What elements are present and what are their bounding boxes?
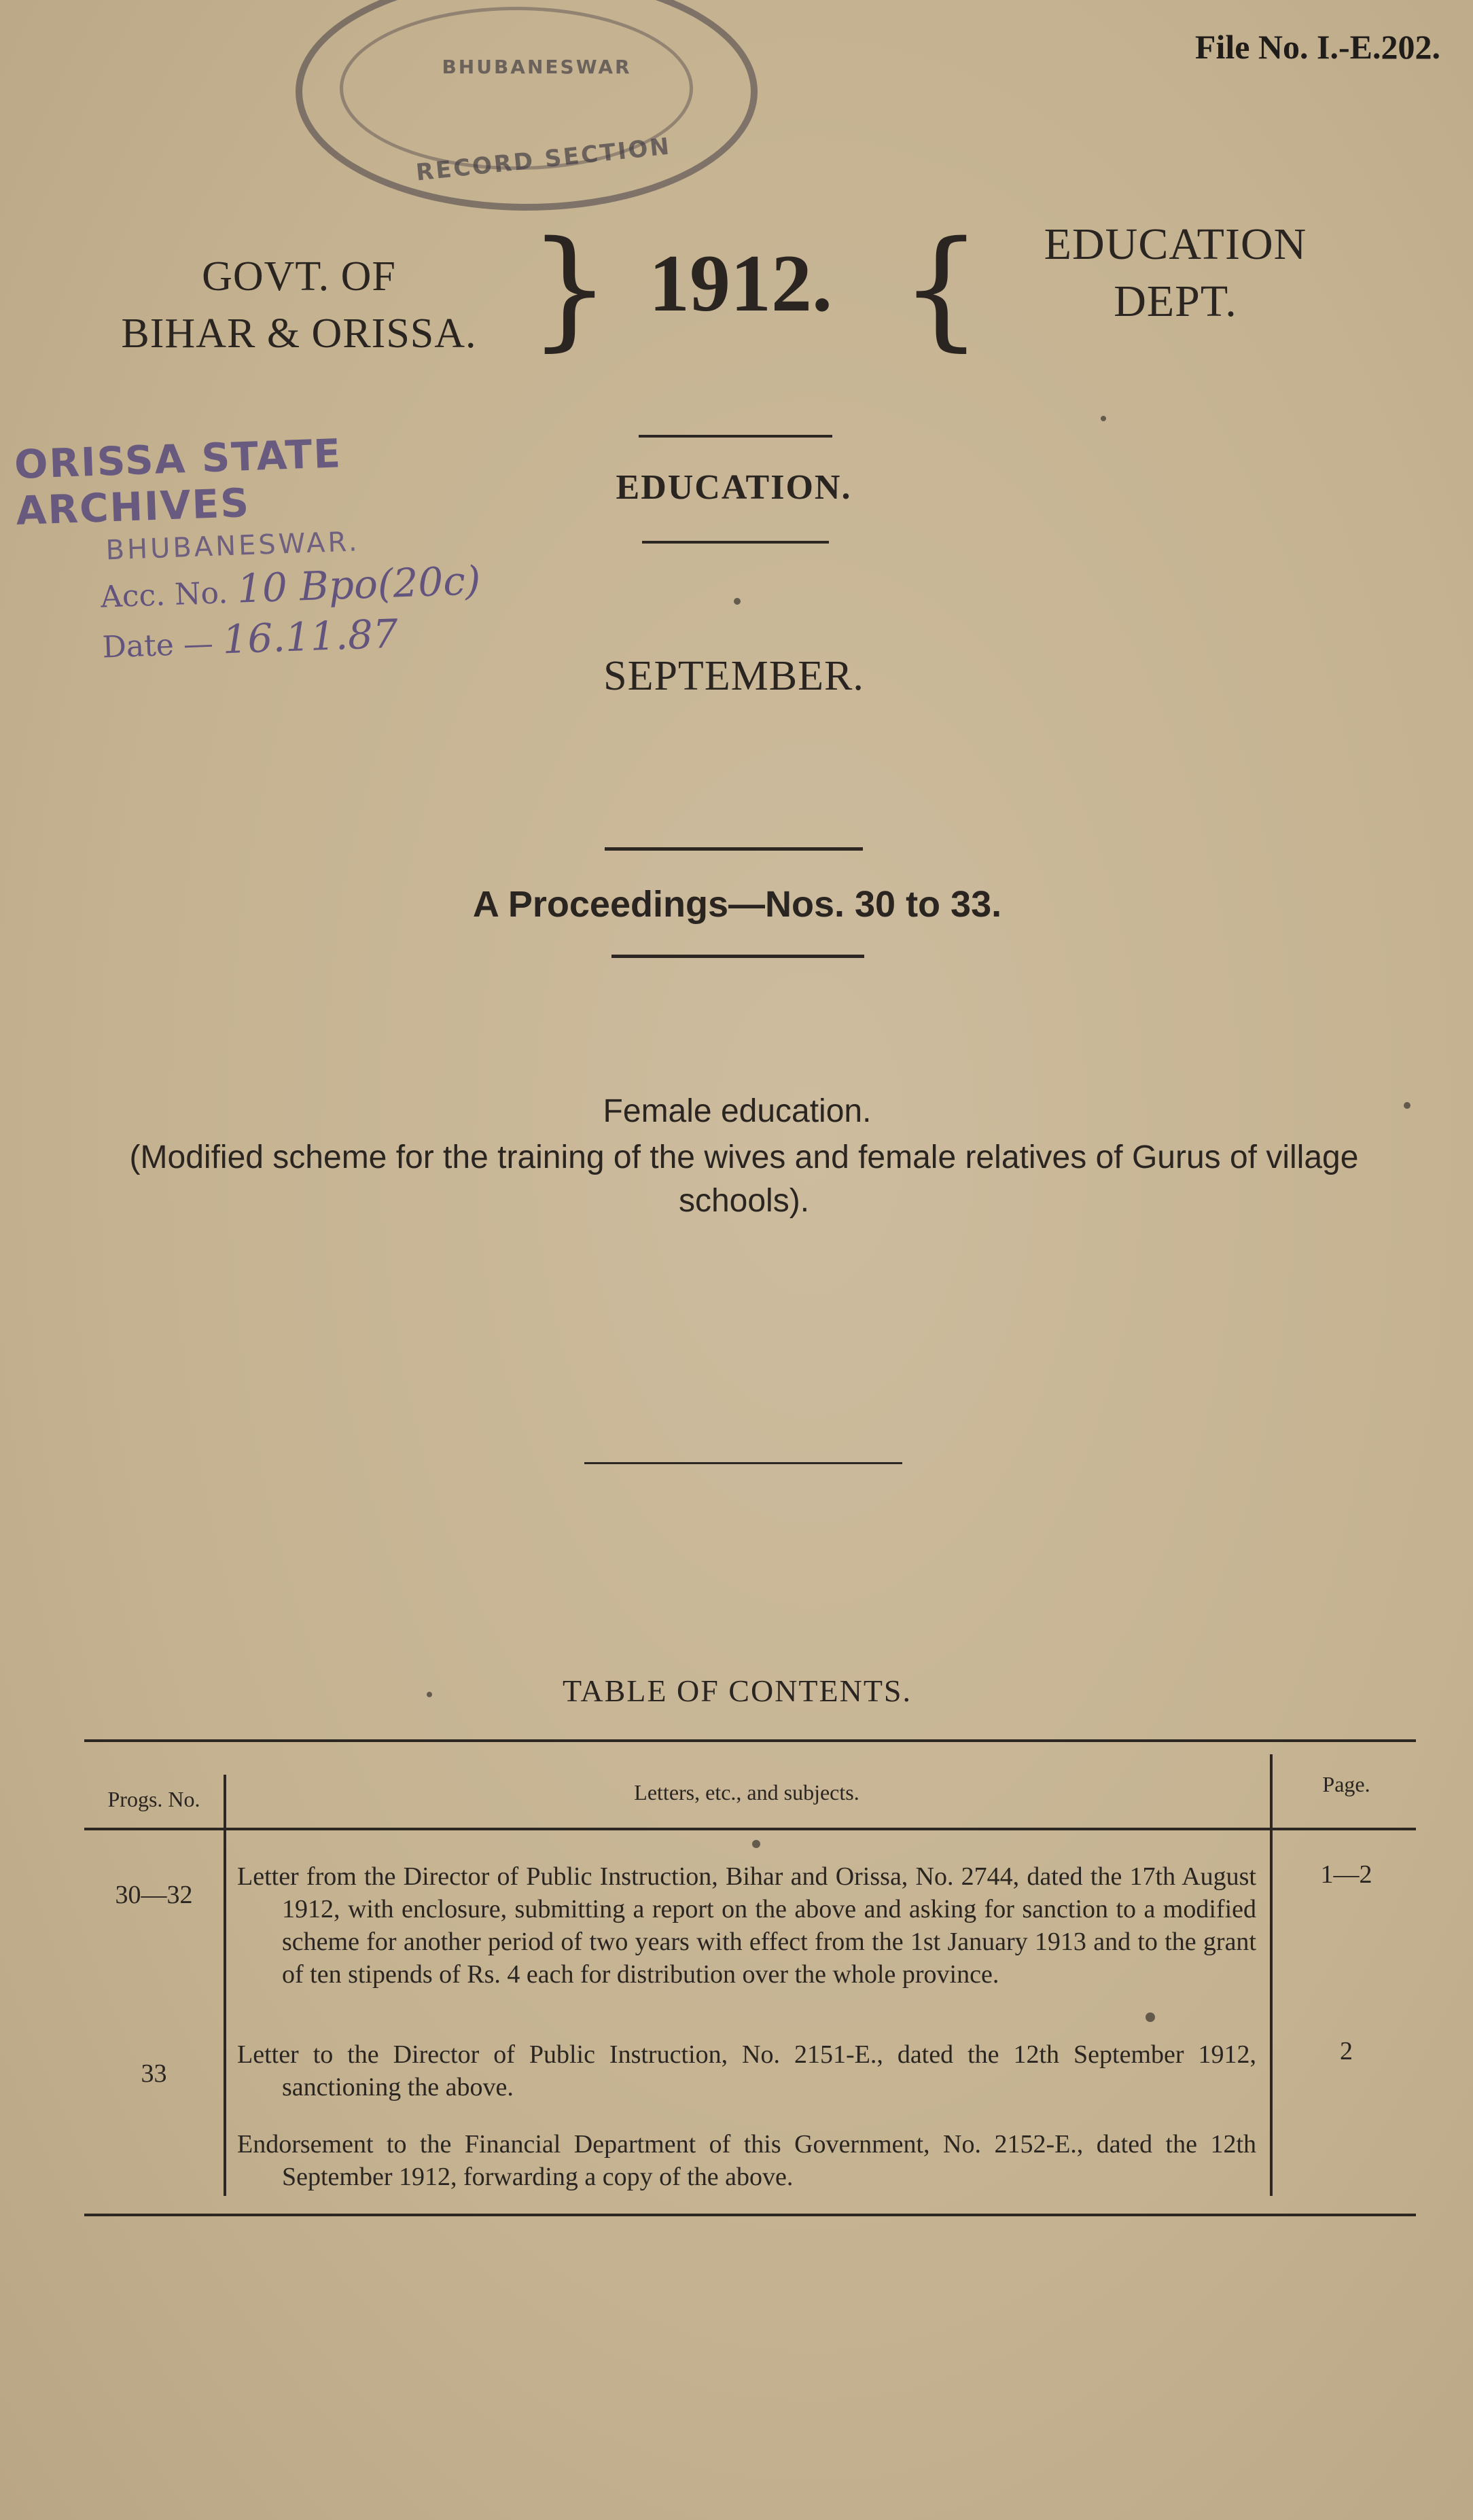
accession-number: 10 Bpo(20c) [236, 557, 482, 612]
row-1-page: 1—2 [1320, 1860, 1372, 1889]
file-number: File No. I.-E.202. [1194, 28, 1440, 66]
archives-stamp [14, 423, 565, 670]
subject-description: (Modified scheme for the training of the wives and female relatives of Gurus of village schools). [129, 1139, 1359, 1219]
column-header-progs-no: Progs. No. [107, 1787, 200, 1811]
section-heading-education: EDUCATION. [616, 468, 852, 507]
paper-speck [1146, 2012, 1155, 2022]
table-top-border [84, 1739, 1416, 1742]
date-label: Date [101, 627, 175, 665]
accession-label: Acc. No. [100, 575, 229, 615]
government-heading [68, 248, 530, 362]
archives-date-line: Date — 16.11.87 [101, 610, 399, 665]
paper-speck [427, 1692, 432, 1697]
department-heading [1006, 216, 1345, 330]
closing-brace: } [529, 213, 611, 363]
row-2-subject: Letter to the Director of Public Instruction, No. 2151-E., dated the 12th September 1912, sanctioning the above. [237, 2040, 1256, 2101]
table-of-contents-title: TABLE OF CONTENTS. [562, 1673, 912, 1708]
table-column-divider-1 [224, 1775, 226, 2196]
row-2-progs-no: 33 [141, 2059, 167, 2088]
stamp-section-text: RECORD SECTION [414, 132, 673, 187]
table-header-border [84, 1828, 1416, 1830]
rule-below-proceedings [611, 955, 864, 958]
dept-line-1: EDUCATION [1044, 219, 1307, 269]
rule-above-proceedings [605, 847, 863, 851]
paper-speck [752, 1840, 760, 1848]
rule-above-education [639, 435, 832, 438]
row-1-subject: Letter from the Director of Public Instruction, Bihar and Orissa, No. 2744, dated the 17th August 1912, with enclosure, submitting a report on the above and asking for sanction to a modified scheme for another period of two years with effect from the 1st January 1913 and to the grant of ten stipends of Rs. 4 each for distribution over the whole province. [237, 1862, 1256, 1989]
date-value: 16.11.87 [221, 610, 399, 663]
rule-section-divider [584, 1462, 902, 1464]
proceedings-heading: A Proceedings—Nos. 30 to 33. [472, 884, 1002, 925]
govt-line-1: GOVT. OF [202, 253, 396, 300]
paper-speck [734, 598, 741, 605]
stamp-city-text: BHUBANESWAR [442, 56, 632, 78]
year-heading: 1912. [649, 238, 832, 328]
table-of-contents [84, 1739, 1416, 2215]
row-3-subject: Endorsement to the Financial Department of this Government, No. 2152-E., dated the 12th September 1912, forwarding a copy of the above. [237, 2130, 1256, 2191]
subject-title: Female education. [603, 1093, 872, 1129]
archives-stamp-city: BHUBANESWAR. [105, 526, 361, 567]
paper-speck [1404, 1102, 1410, 1109]
paper-speck [1101, 416, 1106, 421]
month-heading: SEPTEMBER. [603, 653, 864, 699]
archives-stamp-title: ORISSA STATE ARCHIVES [14, 430, 343, 534]
column-header-page: Page. [1322, 1772, 1370, 1796]
table-bottom-border [84, 2214, 1416, 2216]
govt-line-2: BIHAR & ORISSA. [121, 310, 477, 357]
dept-line-2: DEPT. [1114, 277, 1237, 326]
table-column-divider-2 [1270, 1754, 1273, 2196]
row-1-progs-no: 30—32 [115, 1881, 193, 1909]
row-2-page: 2 [1340, 2037, 1353, 2065]
column-header-letters: Letters, etc., and subjects. [634, 1780, 859, 1805]
opening-brace: { [900, 213, 982, 363]
rule-below-education [642, 541, 829, 544]
